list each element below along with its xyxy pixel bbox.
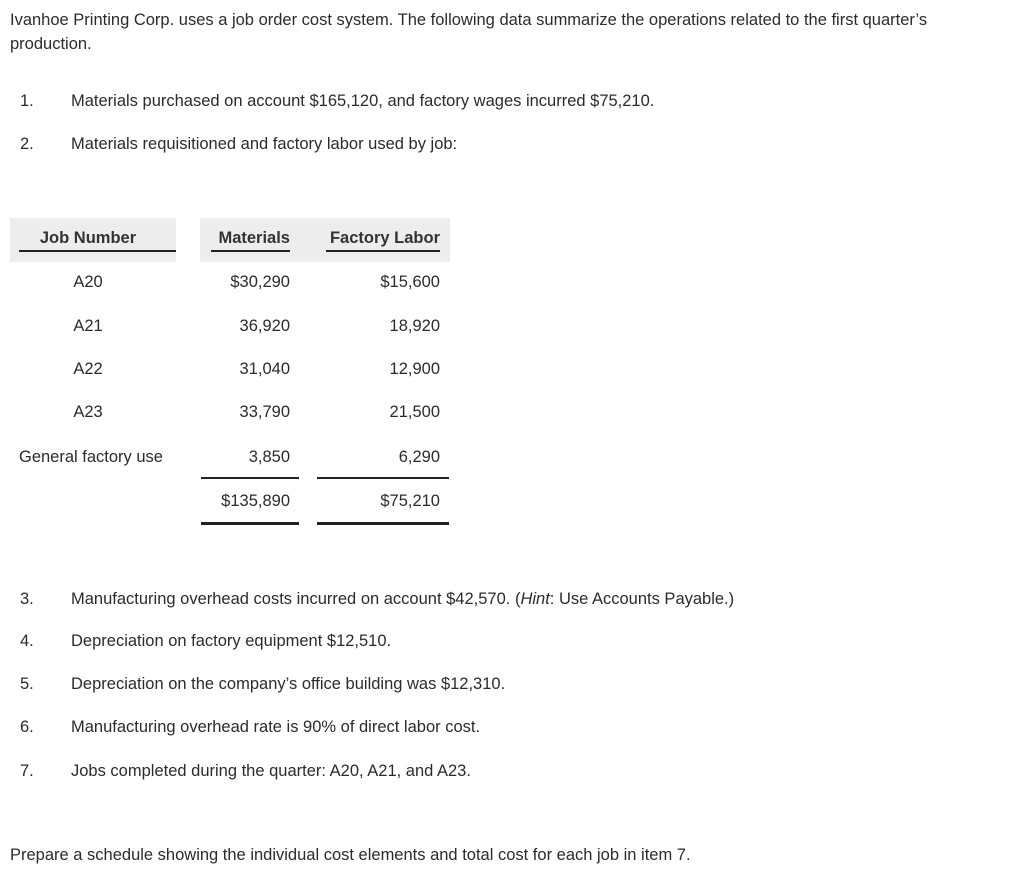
table-cell-materials: 36,920 — [239, 317, 290, 335]
item-text-part: Manufacturing overhead costs incurred on account $42,570. ( — [71, 590, 521, 608]
total-double-line — [317, 522, 449, 525]
item-number: 7. — [20, 762, 34, 780]
table-cell-materials: 31,040 — [239, 360, 290, 378]
header-underline — [19, 250, 176, 252]
item-number: 3. — [20, 590, 34, 608]
table-cell-job: A20 — [73, 273, 103, 291]
instruction-text: Prepare a schedule showing the individual cost elements and total cost for each job in item 7. — [10, 846, 691, 864]
item-text — [71, 588, 734, 610]
item-text: Depreciation on factory equipment $12,510. — [71, 632, 392, 650]
item-number: 1. — [20, 92, 34, 110]
table-cell-materials: $30,290 — [230, 273, 290, 291]
item-number: 6. — [20, 718, 34, 736]
table-cell-job: General factory use — [19, 448, 163, 466]
table-cell-materials: 33,790 — [239, 403, 290, 421]
item-number: 4. — [20, 632, 34, 650]
total-double-line — [201, 522, 299, 525]
table-cell-job: A22 — [73, 360, 103, 378]
item-number: 5. — [20, 675, 34, 693]
header-job-number: Job Number — [39, 229, 137, 247]
total-labor: $75,210 — [380, 492, 440, 510]
subtotal-line — [201, 477, 299, 479]
table-cell-materials: 3,850 — [248, 448, 290, 466]
hint-label: Hint — [520, 590, 550, 608]
header-materials: Materials — [218, 229, 290, 247]
table-cell-labor: 6,290 — [398, 448, 440, 466]
header-underline — [326, 250, 440, 252]
intro-paragraph: Ivanhoe Printing Corp. uses a job order cost system. The following data summarize the operations related to the first quarter’s production. — [10, 11, 928, 53]
table-cell-labor: 18,920 — [389, 317, 440, 335]
subtotal-line — [317, 477, 449, 479]
item-number: 2. — [20, 135, 34, 153]
item-text-part: : Use Accounts Payable.) — [549, 590, 735, 608]
item-text: Jobs completed during the quarter: A20, A21, and A23. — [71, 762, 471, 780]
header-underline — [211, 250, 290, 252]
table-cell-labor: 21,500 — [389, 403, 440, 421]
table-cell-labor: 12,900 — [389, 360, 440, 378]
table-cell-labor: $15,600 — [380, 273, 440, 291]
table-cell-job: A23 — [73, 403, 103, 421]
item-text: Materials requisitioned and factory labor used by job: — [71, 135, 458, 153]
item-text: Materials purchased on account $165,120, and factory wages incurred $75,210. — [71, 92, 655, 110]
item-text: Depreciation on the company’s office building was $12,310. — [71, 675, 506, 693]
header-factory-labor: Factory Labor — [329, 229, 440, 247]
total-materials: $135,890 — [221, 492, 290, 510]
item-text: Manufacturing overhead rate is 90% of direct labor cost. — [71, 718, 481, 736]
table-cell-job: A21 — [73, 317, 103, 335]
